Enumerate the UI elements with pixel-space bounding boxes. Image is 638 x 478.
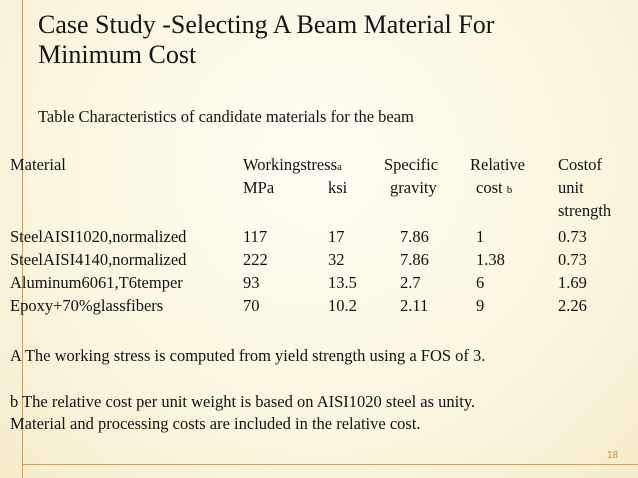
header-cost xyxy=(476,177,512,201)
row-2-mpa: 222 xyxy=(243,250,268,269)
row-1-relative-cost: 1 xyxy=(476,227,485,246)
slide-title xyxy=(38,10,628,70)
header-specific: Specific xyxy=(384,155,439,174)
footnote-marker-b: b xyxy=(506,184,513,196)
footnote-a: A The working stress is computed from yield strength using a FOS of 3. xyxy=(10,346,486,365)
row-4-mpa: 70 xyxy=(243,296,260,315)
header-strength: strength xyxy=(558,201,612,220)
header-working-stress xyxy=(243,154,342,178)
title-line-1: Case Study -Selecting A Beam Material For xyxy=(38,10,495,39)
header-material: Material xyxy=(10,155,66,174)
table-caption: Table Characteristics of candidate materials for the beam xyxy=(38,107,414,126)
page-number: 18 xyxy=(607,450,619,461)
row-3-material: Aluminum6061,T6temper xyxy=(10,273,183,292)
header-cost-label: cost xyxy=(476,178,503,197)
title-line-2: Minimum Cost xyxy=(38,40,197,69)
bottom-accent-line xyxy=(22,464,638,465)
header-unit: unit xyxy=(558,178,584,197)
header-working-stress-label: Workingstress xyxy=(243,155,337,174)
row-3-cost-per-strength: 1.69 xyxy=(558,273,587,292)
header-gravity: gravity xyxy=(390,178,437,197)
header-costof: Costof xyxy=(558,155,603,174)
header-mpa: MPa xyxy=(243,178,275,197)
row-4-relative-cost: 9 xyxy=(476,296,485,315)
row-4-specific-gravity: 2.11 xyxy=(400,296,429,315)
row-3-ksi: 13.5 xyxy=(328,273,357,292)
row-1-cost-per-strength: 0.73 xyxy=(558,227,587,246)
row-3-relative-cost: 6 xyxy=(476,273,485,292)
footnote-b-line-2: Material and processing costs are included in the relative cost. xyxy=(10,414,421,433)
header-relative: Relative xyxy=(470,155,525,174)
row-4-material: Epoxy+70%glassfibers xyxy=(10,296,164,315)
row-1-material: SteelAISI1020,normalized xyxy=(10,227,187,246)
row-2-relative-cost: 1.38 xyxy=(476,250,505,269)
footnote-marker-a: a xyxy=(337,161,342,173)
row-4-ksi: 10.2 xyxy=(328,296,357,315)
footnote-b-line-1: b The relative cost per unit weight is based on AISI1020 steel as unity. xyxy=(10,392,476,411)
header-ksi: ksi xyxy=(328,178,348,197)
row-1-mpa: 117 xyxy=(243,227,268,246)
row-4-cost-per-strength: 2.26 xyxy=(558,296,587,315)
row-2-specific-gravity: 7.86 xyxy=(400,250,429,269)
row-1-specific-gravity: 7.86 xyxy=(400,227,429,246)
row-2-material: SteelAISI4140,normalized xyxy=(10,250,187,269)
row-3-specific-gravity: 2.7 xyxy=(400,273,421,292)
row-2-ksi: 32 xyxy=(328,250,345,269)
row-2-cost-per-strength: 0.73 xyxy=(558,250,587,269)
row-3-mpa: 93 xyxy=(243,273,260,292)
row-1-ksi: 17 xyxy=(328,227,345,246)
